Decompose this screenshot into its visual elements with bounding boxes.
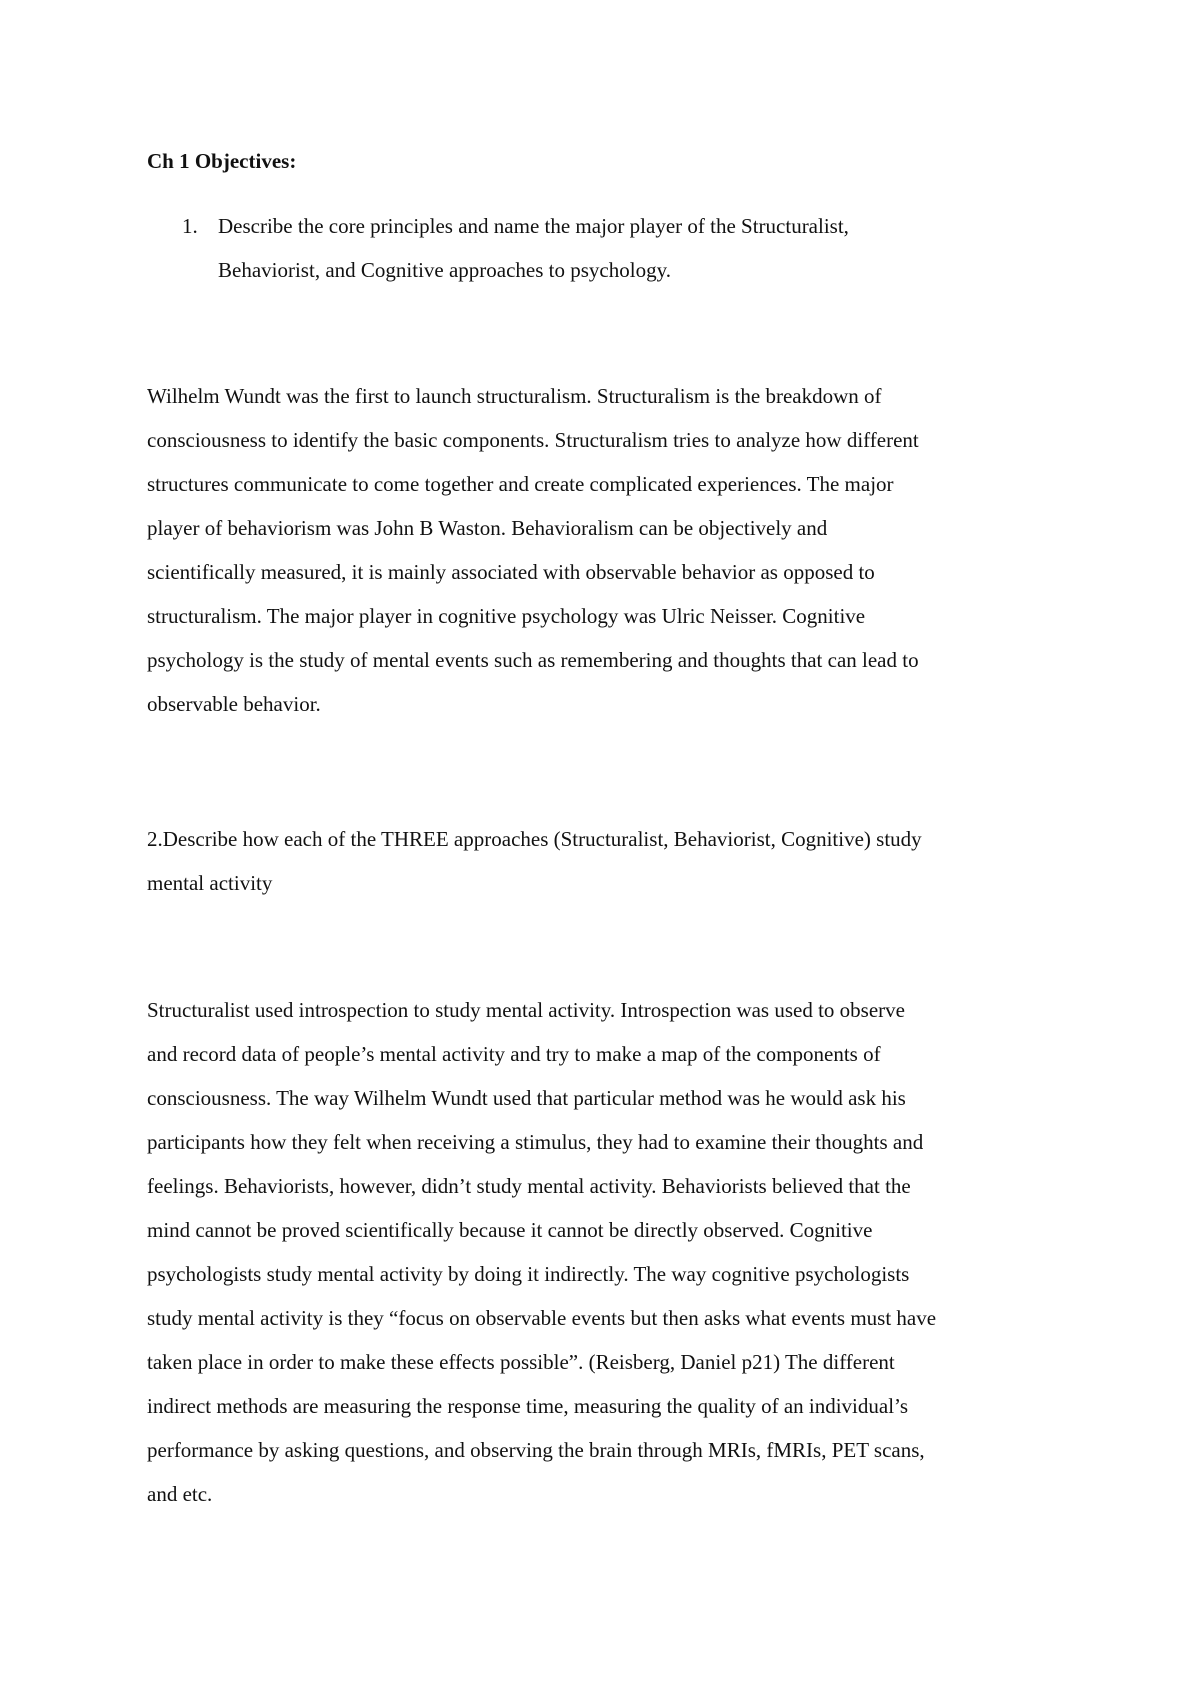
objective-1-line: Behaviorist, and Cognitive approaches to psychology. [218,258,671,282]
answer-1-paragraph [147,374,1067,726]
answer-2-line: performance by asking questions, and observing the brain through MRIs, fMRIs, PET scans, [147,1438,925,1462]
objective-1-number: 1. [182,214,198,238]
answer-2-line: mind cannot be proved scientifically because it cannot be directly observed. Cognitive [147,1218,873,1242]
answer-2-line: psychologists study mental activity by doing it indirectly. The way cognitive psychologists [147,1262,910,1286]
objective-2-line: 2.Describe how each of the THREE approaches (Structuralist, Behaviorist, Cognitive) study [147,827,922,851]
answer-1-line: psychology is the study of mental events such as remembering and thoughts that can lead to [147,648,919,672]
page-title: Ch 1 Objectives: [147,149,297,173]
answer-2-line: taken place in order to make these effects possible”. (Reisberg, Daniel p21) The different [147,1350,895,1374]
answer-2-paragraph [147,988,1067,1516]
answer-1-line: scientifically measured, it is mainly associated with observable behavior as opposed to [147,560,875,584]
answer-2-line: study mental activity is they “focus on observable events but then asks what events must have [147,1306,937,1330]
objective-2-line: mental activity [147,871,273,895]
answer-1-line: observable behavior. [147,692,321,716]
answer-2-line: indirect methods are measuring the response time, measuring the quality of an individual’s [147,1394,909,1418]
answer-1-line: structuralism. The major player in cognitive psychology was Ulric Neisser. Cognitive [147,604,866,628]
answer-2-line: and etc. [147,1482,213,1506]
answer-1-line: consciousness to identify the basic components. Structuralism tries to analyze how different [147,428,919,452]
objective-2-paragraph [147,817,1067,905]
answer-1-line: Wilhelm Wundt was the first to launch structuralism. Structuralism is the breakdown of [147,384,882,408]
answer-2-line: and record data of people’s mental activity and try to make a map of the components of [147,1042,881,1066]
answer-2-line: participants how they felt when receiving a stimulus, they had to examine their thoughts and [147,1130,924,1154]
answer-2-line: Structuralist used introspection to study mental activity. Introspection was used to observe [147,998,905,1022]
objective-1-text [218,204,1058,292]
answer-1-line: structures communicate to come together and create complicated experiences. The major [147,472,894,496]
answer-1-line: player of behaviorism was John B Waston. Behavioralism can be objectively and [147,516,828,540]
answer-2-line: feelings. Behaviorists, however, didn’t study mental activity. Behaviorists believed that the [147,1174,911,1198]
answer-2-line: consciousness. The way Wilhelm Wundt used that particular method was he would ask his [147,1086,906,1110]
objective-1-line: Describe the core principles and name the major player of the Structuralist, [218,214,849,238]
